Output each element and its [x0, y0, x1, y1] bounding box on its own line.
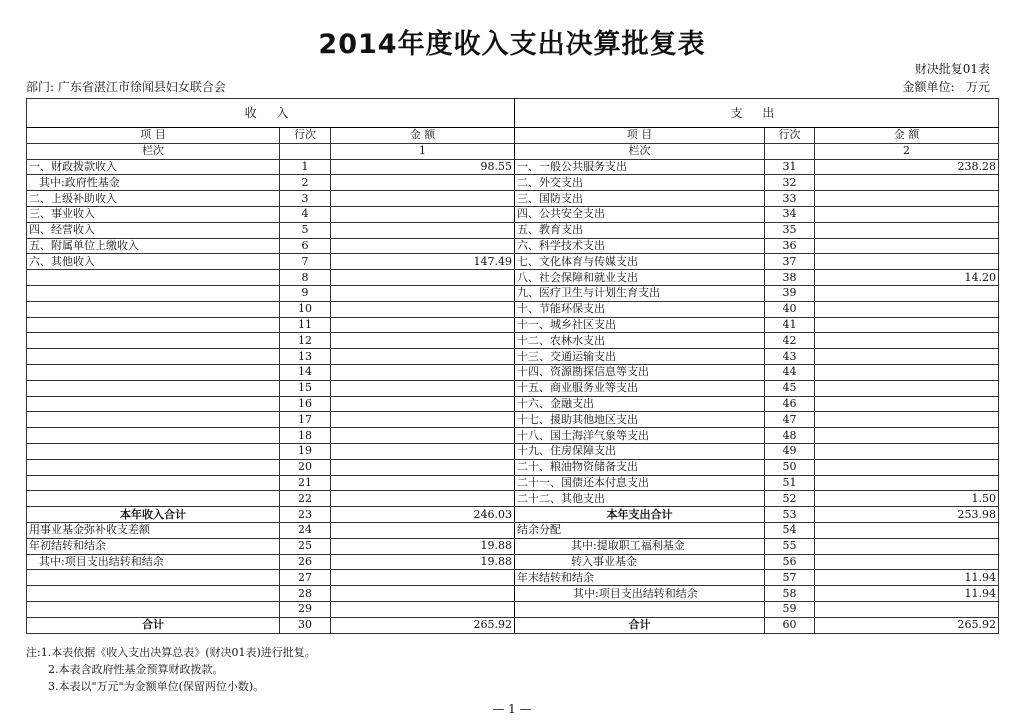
income-item-cell — [27, 570, 280, 586]
income-row-number-cell: 16 — [280, 396, 331, 412]
income-amount-cell — [331, 301, 515, 317]
expense-item-cell: 三、国防支出 — [515, 191, 765, 207]
income-row-number-cell: 29 — [280, 601, 331, 617]
income-amount-cell — [331, 412, 515, 428]
table-row — [27, 333, 999, 349]
income-amount-cell — [331, 285, 515, 301]
income-amount-header: 金 额 — [331, 128, 515, 144]
expense-item-cell: 七、文化体育与传媒支出 — [515, 254, 765, 270]
income-row-number-cell: 20 — [280, 459, 331, 475]
expense-row-number-cell: 36 — [765, 238, 815, 254]
income-amount-cell — [331, 601, 515, 617]
income-amount-cell — [331, 380, 515, 396]
expense-amount-cell — [815, 301, 999, 317]
expense-row-number-cell: 46 — [765, 396, 815, 412]
expense-amount-cell — [815, 412, 999, 428]
expense-row-number-cell: 47 — [765, 412, 815, 428]
expense-amount-header: 金 额 — [815, 128, 999, 144]
expense-item-cell: 其中:项目支出结转和结余 — [515, 586, 765, 602]
income-item-cell — [27, 491, 280, 507]
income-amount-cell — [331, 191, 515, 207]
expense-amount-cell — [815, 475, 999, 491]
table-row — [27, 285, 999, 301]
expense-item-cell: 十三、交通运输支出 — [515, 349, 765, 365]
expense-amount-cell — [815, 601, 999, 617]
expense-amount-cell — [815, 222, 999, 238]
table-row — [27, 428, 999, 444]
income-row-number-cell: 2 — [280, 175, 331, 191]
expense-row-number-cell: 49 — [765, 443, 815, 459]
expense-amount-cell — [815, 333, 999, 349]
table-row — [27, 380, 999, 396]
income-row-number-cell: 21 — [280, 475, 331, 491]
expense-item-cell: 二十一、国债还本付息支出 — [515, 475, 765, 491]
income-item-cell — [27, 459, 280, 475]
page-number: — 1 — — [492, 702, 532, 716]
income-item-cell: 五、附属单位上缴收入 — [27, 238, 280, 254]
expense-lanci-blank — [765, 143, 815, 159]
income-amount-cell — [331, 491, 515, 507]
income-amount-cell: 98.55 — [331, 159, 515, 175]
income-item-cell: 六、其他收入 — [27, 254, 280, 270]
income-amount-cell — [331, 317, 515, 333]
expense-row-number-cell: 40 — [765, 301, 815, 317]
income-row-number-cell: 5 — [280, 222, 331, 238]
table-row — [27, 222, 999, 238]
expense-amount-cell: 11.94 — [815, 570, 999, 586]
expense-item-cell: 转入事业基金 — [515, 554, 765, 570]
income-row-number-cell: 27 — [280, 570, 331, 586]
income-column-number: 1 — [331, 143, 515, 159]
expense-row-number-cell: 53 — [765, 507, 815, 523]
expense-row-number-cell: 59 — [765, 601, 815, 617]
expense-row-number-cell: 56 — [765, 554, 815, 570]
income-row-number-cell: 14 — [280, 364, 331, 380]
expense-amount-cell: 11.94 — [815, 586, 999, 602]
income-amount-cell — [331, 443, 515, 459]
expense-amount-cell: 14.20 — [815, 270, 999, 286]
income-item-cell — [27, 301, 280, 317]
expense-amount-cell: 253.98 — [815, 507, 999, 523]
income-row-number-cell: 18 — [280, 428, 331, 444]
table-row — [27, 586, 999, 602]
income-item-cell — [27, 285, 280, 301]
column-number-row — [27, 143, 999, 159]
expense-item-cell: 六、科学技术支出 — [515, 238, 765, 254]
expense-amount-cell — [815, 538, 999, 554]
income-item-cell: 本年收入合计 — [27, 507, 280, 523]
expense-item-header: 项 目 — [515, 128, 765, 144]
income-item-cell — [27, 396, 280, 412]
income-amount-cell — [331, 475, 515, 491]
expense-row-number-cell: 50 — [765, 459, 815, 475]
income-amount-cell — [331, 333, 515, 349]
expense-item-cell: 二十、粮油物资储备支出 — [515, 459, 765, 475]
income-row-number-cell: 23 — [280, 507, 331, 523]
income-item-cell: 其中:政府性基金 — [27, 175, 280, 191]
income-row-number-cell: 24 — [280, 522, 331, 538]
income-row-number-cell: 11 — [280, 317, 331, 333]
income-item-cell — [27, 412, 280, 428]
expense-row-number-cell: 60 — [765, 617, 815, 633]
income-row-number-cell: 1 — [280, 159, 331, 175]
income-amount-cell — [331, 270, 515, 286]
expense-amount-cell — [815, 285, 999, 301]
expense-row-number-cell: 41 — [765, 317, 815, 333]
income-row-number-cell: 25 — [280, 538, 331, 554]
table-row — [27, 301, 999, 317]
expense-item-cell: 二、外交支出 — [515, 175, 765, 191]
expense-row-header: 行次 — [765, 128, 815, 144]
expense-row-number-cell: 33 — [765, 191, 815, 207]
income-amount-cell: 265.92 — [331, 617, 515, 633]
income-row-number-cell: 8 — [280, 270, 331, 286]
income-item-cell — [27, 601, 280, 617]
table-row — [27, 522, 999, 538]
expense-amount-cell — [815, 443, 999, 459]
income-row-header: 行次 — [280, 128, 331, 144]
table-row — [27, 459, 999, 475]
department-label: 部门: 广东省湛江市徐闻县妇女联合会 — [26, 80, 226, 94]
expense-row-number-cell: 32 — [765, 175, 815, 191]
expense-item-cell: 十一、城乡社区支出 — [515, 317, 765, 333]
income-row-number-cell: 26 — [280, 554, 331, 570]
table-row — [27, 491, 999, 507]
income-row-number-cell: 10 — [280, 301, 331, 317]
income-amount-cell — [331, 349, 515, 365]
expense-item-cell: 八、社会保障和就业支出 — [515, 270, 765, 286]
expense-row-number-cell: 52 — [765, 491, 815, 507]
expense-section-header: 支 出 — [515, 99, 999, 128]
income-row-number-cell: 7 — [280, 254, 331, 270]
table-row — [27, 538, 999, 554]
expense-amount-cell — [815, 428, 999, 444]
expense-item-cell: 十五、商业服务业等支出 — [515, 380, 765, 396]
expense-amount-cell — [815, 206, 999, 222]
income-amount-cell — [331, 586, 515, 602]
income-row-number-cell: 30 — [280, 617, 331, 633]
table-row — [27, 317, 999, 333]
table-row — [27, 396, 999, 412]
income-row-number-cell: 9 — [280, 285, 331, 301]
table-row — [27, 238, 999, 254]
table-row — [27, 191, 999, 207]
income-item-cell — [27, 475, 280, 491]
expense-amount-cell — [815, 349, 999, 365]
income-amount-cell — [331, 364, 515, 380]
expense-row-number-cell: 44 — [765, 364, 815, 380]
income-item-cell: 一、财政拨款收入 — [27, 159, 280, 175]
table-row — [27, 159, 999, 175]
expense-amount-cell — [815, 238, 999, 254]
expense-item-cell: 年末结转和结余 — [515, 570, 765, 586]
expense-item-cell: 九、医疗卫生与计划生育支出 — [515, 285, 765, 301]
income-row-number-cell: 6 — [280, 238, 331, 254]
income-item-cell — [27, 443, 280, 459]
expense-item-cell — [515, 601, 765, 617]
expense-amount-cell — [815, 380, 999, 396]
expense-item-cell: 其中:提取职工福利基金 — [515, 538, 765, 554]
income-item-cell: 其中:项目支出结转和结余 — [27, 554, 280, 570]
column-header-row — [27, 128, 999, 144]
income-item-cell: 年初结转和结余 — [27, 538, 280, 554]
income-lanci-blank — [280, 143, 331, 159]
income-item-cell — [27, 586, 280, 602]
expense-item-cell: 十四、资源勘探信息等支出 — [515, 364, 765, 380]
income-amount-cell — [331, 396, 515, 412]
income-amount-cell — [331, 570, 515, 586]
income-amount-cell: 19.88 — [331, 538, 515, 554]
expense-row-number-cell: 48 — [765, 428, 815, 444]
income-item-cell — [27, 349, 280, 365]
expense-item-cell: 合计 — [515, 617, 765, 633]
table-row — [27, 601, 999, 617]
expense-item-cell: 本年支出合计 — [515, 507, 765, 523]
expense-row-number-cell: 42 — [765, 333, 815, 349]
income-item-cell — [27, 270, 280, 286]
table-row — [27, 270, 999, 286]
income-amount-cell — [331, 428, 515, 444]
income-item-cell: 用事业基金弥补收支差额 — [27, 522, 280, 538]
expense-item-cell: 二十二、其他支出 — [515, 491, 765, 507]
income-amount-cell — [331, 522, 515, 538]
expense-row-number-cell: 51 — [765, 475, 815, 491]
income-lanci-label: 栏次 — [27, 143, 280, 159]
income-row-number-cell: 4 — [280, 206, 331, 222]
expense-column-number: 2 — [815, 143, 999, 159]
income-row-number-cell: 28 — [280, 586, 331, 602]
form-number: 财决批复01表 — [914, 62, 990, 76]
expense-row-number-cell: 39 — [765, 285, 815, 301]
table-row — [27, 206, 999, 222]
expense-item-cell: 四、公共安全支出 — [515, 206, 765, 222]
expense-amount-cell — [815, 317, 999, 333]
table-row — [27, 349, 999, 365]
expense-row-number-cell: 31 — [765, 159, 815, 175]
expense-amount-cell — [815, 175, 999, 191]
income-amount-cell: 246.03 — [331, 507, 515, 523]
expense-amount-cell — [815, 522, 999, 538]
income-amount-cell — [331, 222, 515, 238]
income-amount-cell — [331, 206, 515, 222]
expense-item-cell: 十九、住房保障支出 — [515, 443, 765, 459]
expense-amount-cell — [815, 396, 999, 412]
expense-item-cell: 结余分配 — [515, 522, 765, 538]
budget-table — [26, 98, 999, 634]
income-row-number-cell: 22 — [280, 491, 331, 507]
income-amount-cell — [331, 238, 515, 254]
note-1: 注:1.本表依据《收入支出决算总表》(财决01表)进行批复。 — [26, 646, 316, 659]
income-item-cell: 四、经营收入 — [27, 222, 280, 238]
expense-row-number-cell: 38 — [765, 270, 815, 286]
expense-item-cell: 十、节能环保支出 — [515, 301, 765, 317]
expense-item-cell: 十二、农林水支出 — [515, 333, 765, 349]
expense-amount-cell: 265.92 — [815, 617, 999, 633]
expense-row-number-cell: 45 — [765, 380, 815, 396]
table-row — [27, 364, 999, 380]
expense-amount-cell — [815, 554, 999, 570]
expense-item-cell: 十八、国土海洋气象等支出 — [515, 428, 765, 444]
income-item-cell: 三、事业收入 — [27, 206, 280, 222]
expense-row-number-cell: 35 — [765, 222, 815, 238]
expense-row-number-cell: 55 — [765, 538, 815, 554]
expense-item-cell: 五、教育支出 — [515, 222, 765, 238]
expense-row-number-cell: 54 — [765, 522, 815, 538]
expense-row-number-cell: 43 — [765, 349, 815, 365]
expense-row-number-cell: 57 — [765, 570, 815, 586]
income-row-number-cell: 3 — [280, 191, 331, 207]
income-amount-cell — [331, 459, 515, 475]
table-row — [27, 507, 999, 523]
expense-amount-cell — [815, 364, 999, 380]
income-amount-cell — [331, 175, 515, 191]
table-row — [27, 412, 999, 428]
expense-row-number-cell: 58 — [765, 586, 815, 602]
expense-item-cell: 十七、援助其他地区支出 — [515, 412, 765, 428]
income-item-cell — [27, 380, 280, 396]
table-row — [27, 617, 999, 633]
expense-amount-cell: 1.50 — [815, 491, 999, 507]
income-row-number-cell: 17 — [280, 412, 331, 428]
expense-lanci-label: 栏次 — [515, 143, 765, 159]
note-2: 2.本表含政府性基金预算财政拨款。 — [48, 663, 224, 676]
income-row-number-cell: 15 — [280, 380, 331, 396]
table-row — [27, 175, 999, 191]
income-amount-cell: 19.88 — [331, 554, 515, 570]
expense-amount-cell — [815, 459, 999, 475]
income-item-cell — [27, 317, 280, 333]
income-amount-cell: 147.49 — [331, 254, 515, 270]
section-header-row — [27, 99, 999, 128]
table-row — [27, 570, 999, 586]
table-row — [27, 443, 999, 459]
table-row — [27, 254, 999, 270]
income-item-cell — [27, 364, 280, 380]
table-row — [27, 475, 999, 491]
expense-amount-cell — [815, 254, 999, 270]
income-row-number-cell: 19 — [280, 443, 331, 459]
expense-item-cell: 十六、金融支出 — [515, 396, 765, 412]
note-3: 3.本表以"万元"为金额单位(保留两位小数)。 — [48, 680, 265, 693]
expense-item-cell: 一、一般公共服务支出 — [515, 159, 765, 175]
page-title: 2014年度收入支出决算批复表 — [318, 29, 706, 60]
income-item-cell — [27, 428, 280, 444]
income-item-header: 项 目 — [27, 128, 280, 144]
expense-amount-cell — [815, 191, 999, 207]
notes — [26, 644, 316, 695]
income-row-number-cell: 13 — [280, 349, 331, 365]
income-section-header: 收 入 — [27, 99, 515, 128]
income-row-number-cell: 12 — [280, 333, 331, 349]
income-item-cell: 二、上级补助收入 — [27, 191, 280, 207]
amount-unit: 金额单位: 万元 — [902, 80, 990, 94]
expense-row-number-cell: 34 — [765, 206, 815, 222]
table-row — [27, 554, 999, 570]
income-item-cell — [27, 333, 280, 349]
expense-amount-cell: 238.28 — [815, 159, 999, 175]
expense-row-number-cell: 37 — [765, 254, 815, 270]
income-item-cell: 合计 — [27, 617, 280, 633]
